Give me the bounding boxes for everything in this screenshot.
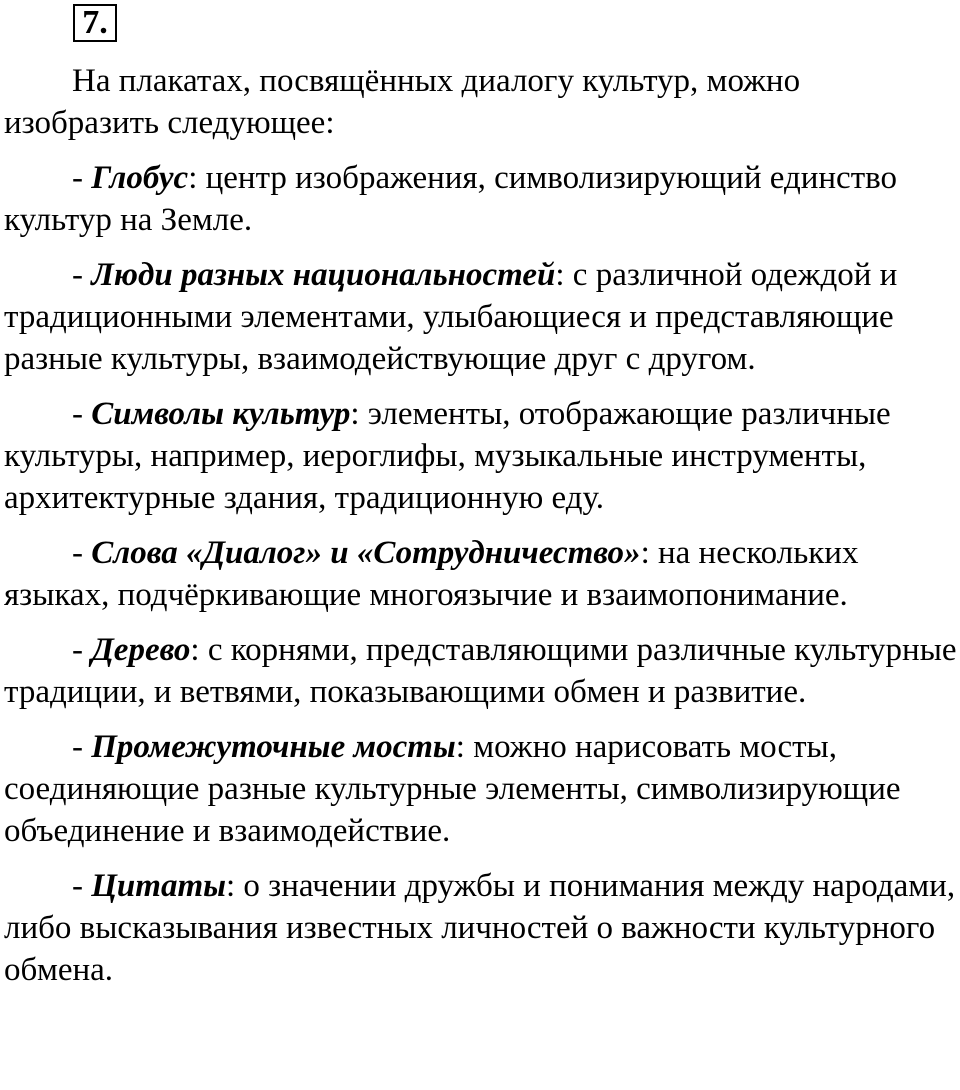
- item-dash: -: [72, 868, 92, 904]
- list-item-people: [4, 254, 958, 380]
- item-term: Слова «Диалог» и «Сотрудничество»: [91, 535, 641, 571]
- intro-paragraph: На плакатах, посвящённых диалогу культур, можно изобразить следующее:: [4, 63, 801, 141]
- item-dash: -: [72, 535, 92, 571]
- item-text: : на нескольких языках, подчёркивающие многоязычие и взаимопонимание.: [4, 535, 859, 613]
- item-term: Символы культур: [91, 396, 351, 432]
- item-text: : с различной одеждой и традиционными элементами, улыбающиеся и представляющие разные культуры, взаимодействующие друг с другом.: [4, 257, 898, 377]
- item-term: Промежуточные мосты: [91, 729, 456, 765]
- item-text: : о значении дружбы и понимания между народами, либо высказывания известных личностей о важности культурного обмена.: [4, 868, 956, 988]
- task-number-box: 7.: [73, 4, 117, 42]
- item-text: : с корнями, представляющими различные культурные традиции, и ветвями, показывающими обмен и развитие.: [4, 632, 957, 710]
- list-item-words: [4, 532, 958, 616]
- list-item-tree: [4, 629, 958, 713]
- item-term: Люди разных национальностей: [91, 257, 556, 293]
- answer-text: [4, 60, 958, 1004]
- list-item-bridges: [4, 726, 958, 852]
- item-dash: -: [72, 160, 92, 196]
- list-item-quotes: [4, 865, 958, 991]
- item-text: : можно нарисовать мосты, соединяющие разные культурные элементы, символизирующие объединение и взаимодействие.: [4, 729, 901, 849]
- item-dash: -: [72, 729, 92, 765]
- item-dash: -: [72, 396, 92, 432]
- list-item-globe: [4, 157, 958, 241]
- item-text: : элементы, отображающие различные культуры, например, иероглифы, музыкальные инструменты, архитектурные здания, традиционную еду.: [4, 396, 891, 516]
- item-dash: -: [72, 632, 92, 668]
- list-item-symbols: [4, 393, 958, 519]
- item-text: : центр изображения, символизирующий единство культур на Земле.: [4, 160, 897, 238]
- item-term: Глобус: [91, 160, 189, 196]
- item-term: Дерево: [91, 632, 191, 668]
- item-dash: -: [72, 257, 92, 293]
- item-term: Цитаты: [91, 868, 227, 904]
